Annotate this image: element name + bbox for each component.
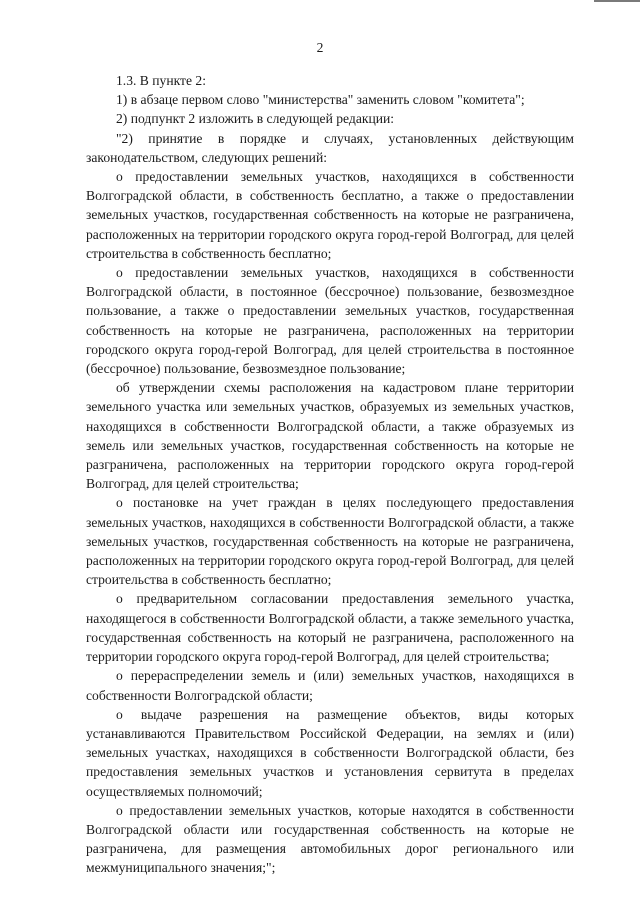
- paragraph-item-2: 2) подпункт 2 изложить в следующей редакции:: [116, 111, 395, 127]
- paragraph-decision-redistribution: о перераспределении земель и (или) земельных участков, находящихся в собственности Волгоградской области;: [86, 668, 574, 703]
- paragraph-new-wording-intro: "2) принятие в порядке и случаях, установленных действующим законодательством, следующих решений:: [86, 130, 574, 165]
- paragraph-decision-placement-permit: о выдаче разрешения на размещение объектов, виды которых устанавливаются Правительством Российской Федерации, на землях и (или) земельных участках, находящихся в собственности Волгоградской области, без предоставления земельных участков и установления сервитута в пределах осуществляемых полномочий;: [86, 706, 574, 799]
- paragraph-decision-preliminary-approval: о предварительном согласовании предоставления земельного участка, находящегося в собственности Волгоградской области, а также земельного участка, государственная собственность на который не разграничена, расположенного на территории городского округа город-герой Волгоград, для целей строительства;: [86, 591, 574, 665]
- paragraph-decision-permanent-use: о предоставлении земельных участков, находящихся в собственности Волгоградской области, в постоянное (бессрочное) пользование, безвозмездное пользование, а также о предоставлении земельных участков, государственная собственность на которые не разграничена, расположенных на территории городского округа город-герой Волгоград, для целей строительства в постоянное (бессрочное) пользование, безвозмездное пользование;: [86, 265, 574, 377]
- paragraph-item-1: 1) в абзаце первом слово "министерства" заменить словом "комитета";: [116, 92, 525, 108]
- scan-edge-mark: [594, 0, 640, 2]
- paragraph-decision-cadastral-scheme: об утверждении схемы расположения на кадастровом плане территории земельного участка или земельных участков, образуемых из земельных участков, находящихся в собственности Волгоградской области, а также образуемых из земель или земельных участков, государственная собственность на которые не разграничена, расположенных на территории городского округа город-герой Волгоград, для целей строительства;: [86, 380, 574, 492]
- paragraph-decision-citizen-registration: о постановке на учет граждан в целях последующего предоставления земельных участков, находящихся в собственности Волгоградской области, а также земельных участков, государственная собственность на которые не разграничена, расположенных на территории городского округа город-герой Волгоград, для целей строительства в собственность бесплатно;: [86, 495, 574, 588]
- paragraph-decision-roads: о предоставлении земельных участков, которые находятся в собственности Волгоградской области или государственная собственность на которые не разграничена, для размещения автомобильных дорог регионального или межмуниципального значения;";: [86, 802, 574, 876]
- page-number: 2: [316, 40, 324, 55]
- paragraph-decision-ownership-free: о предоставлении земельных участков, находящихся в собственности Волгоградской области, в собственность бесплатно, а также о предоставлении земельных участков, государственная собственность на которые не разграничена, расположенных на территории городского округа город-герой Волгоград, для целей строительства в собственность бесплатно;: [86, 169, 574, 261]
- document-body: [86, 71, 574, 878]
- paragraph-clause-1-3: 1.3. В пункте 2:: [116, 73, 206, 88]
